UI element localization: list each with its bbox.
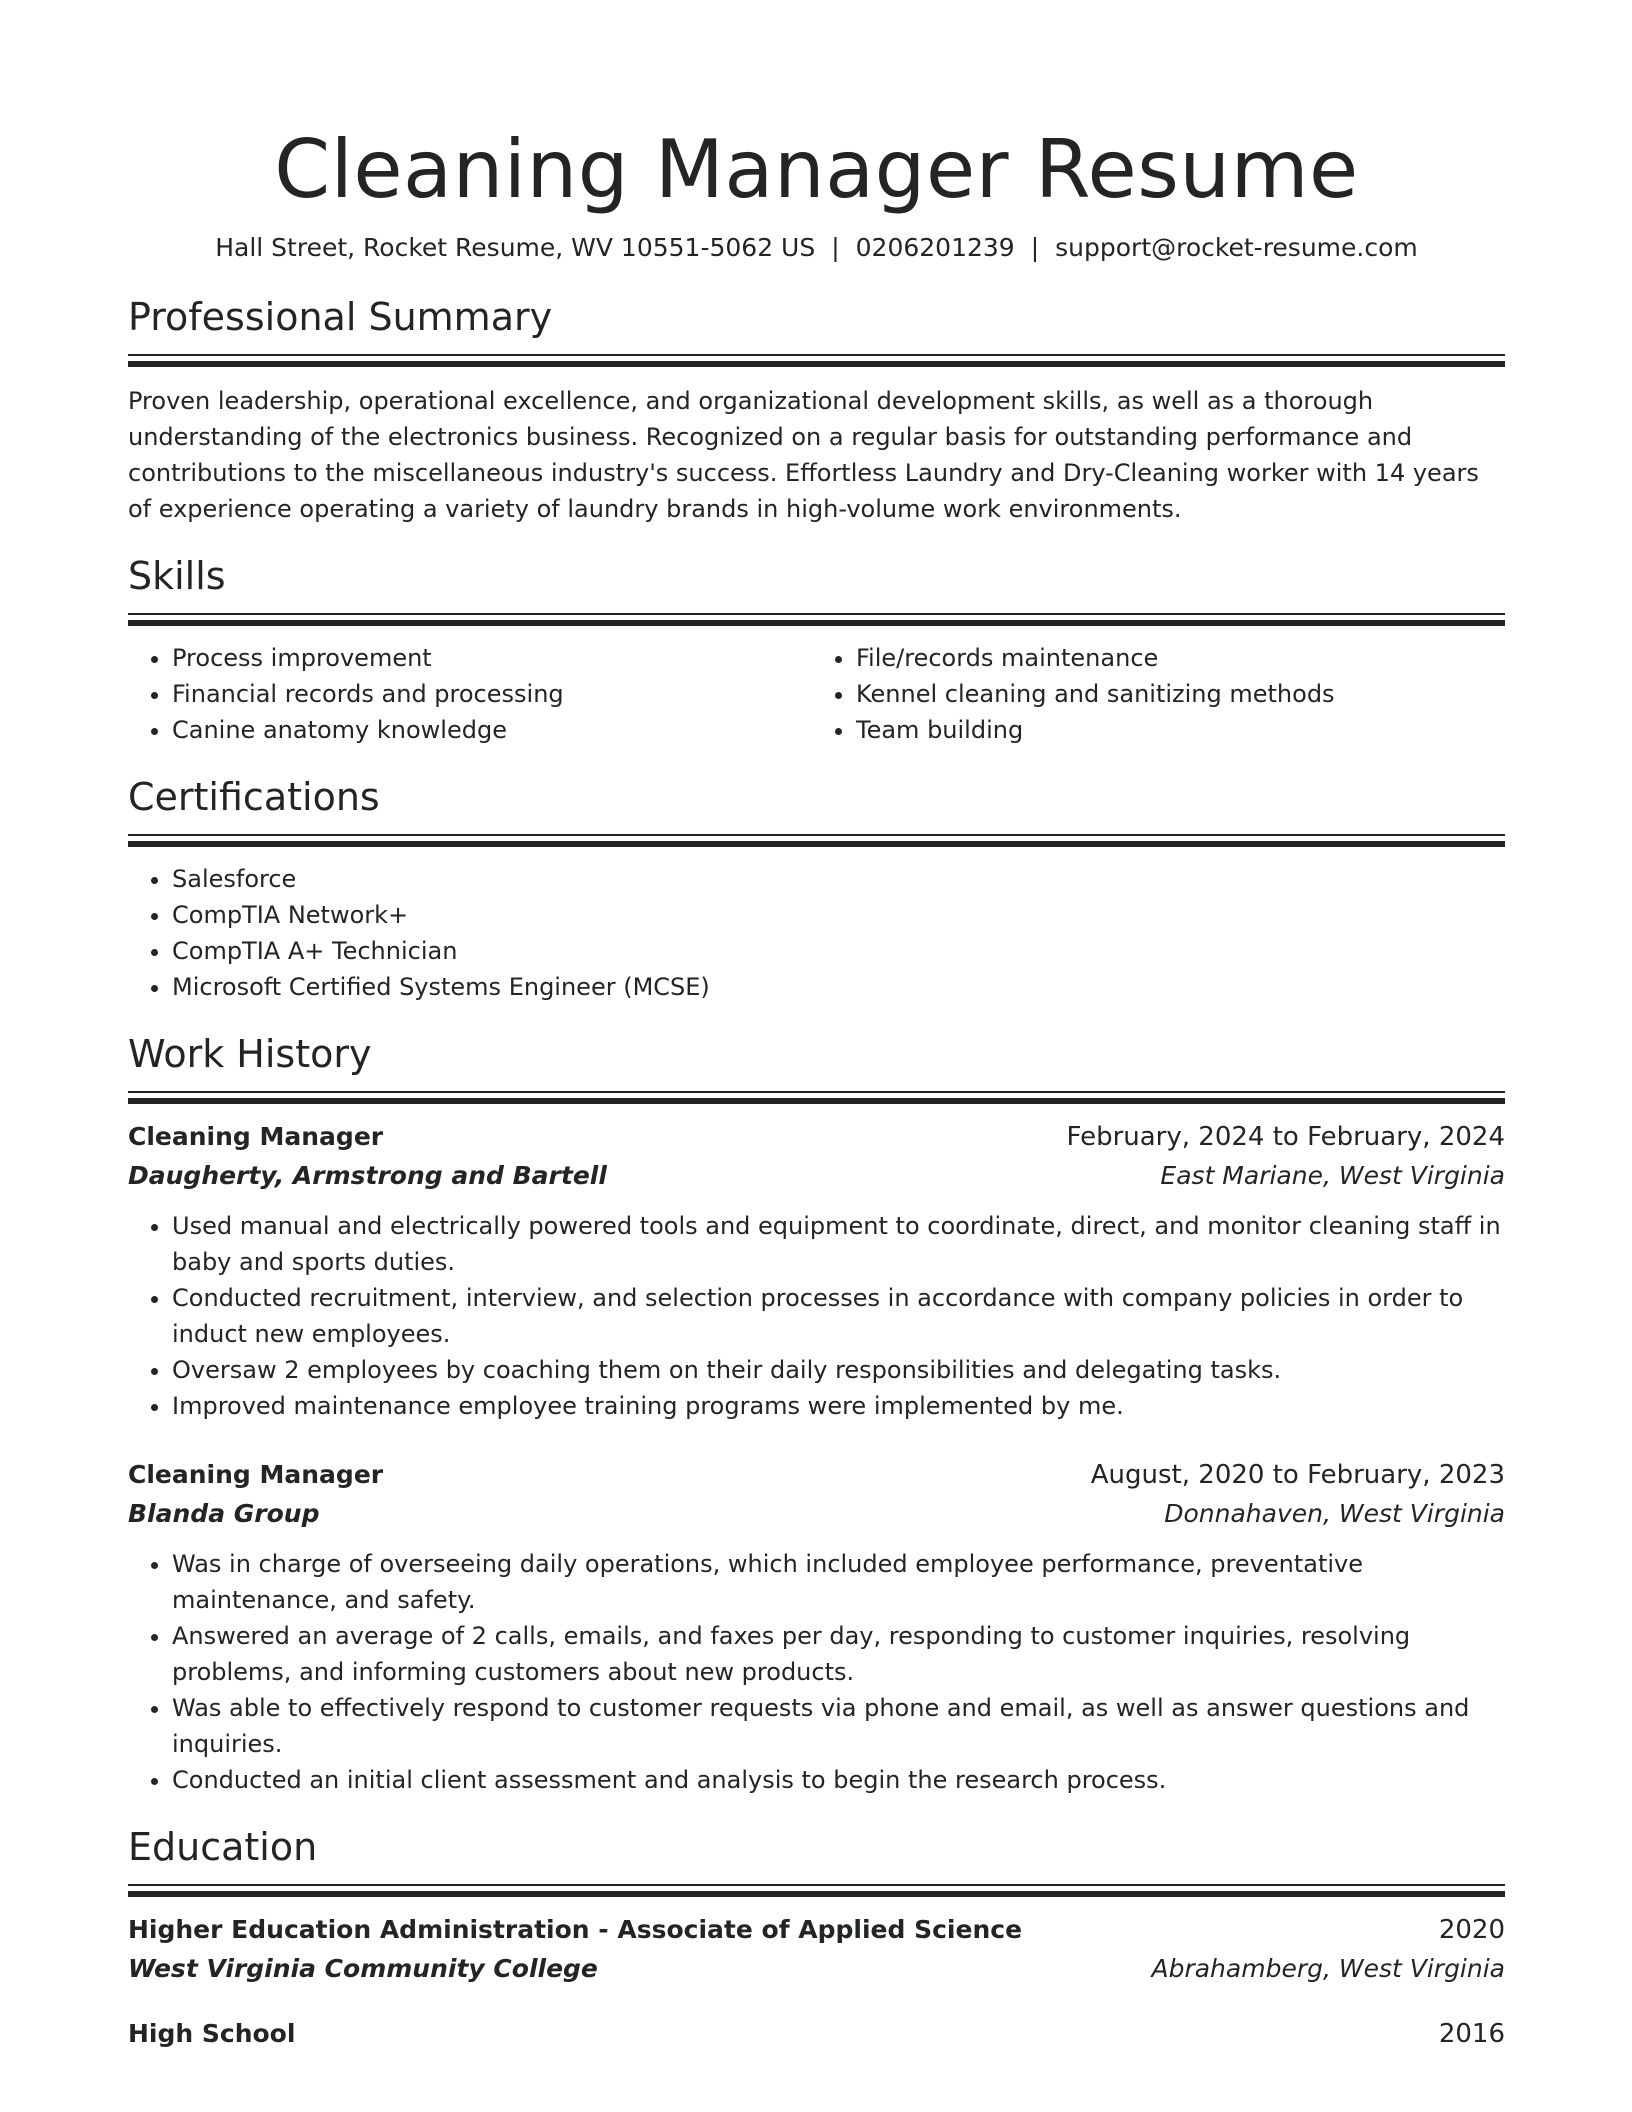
section-divider [128, 354, 1505, 367]
job-entry [128, 1118, 1505, 1424]
job-title: Cleaning Manager [128, 1122, 384, 1151]
duty-item: • Conducted recruitment, interview, and selection processes in accordance with company policies in order to induct new employees. [172, 1280, 1505, 1352]
duty-item: • Answered an average of 2 calls, emails, and faxes per day, responding to customer inquiries, resolving problems, and informing customers about new products. [172, 1618, 1505, 1690]
skill-item: • Kennel cleaning and sanitizing methods [856, 676, 1496, 712]
duty-item: • Was in charge of overseeing daily operations, which included employee performance, preventative maintenance, and safety. [172, 1546, 1505, 1618]
certification-item: • Microsoft Certified Systems Engineer (MCSE) [172, 969, 1505, 1005]
address: Hall Street, Rocket Resume, WV 10551-5062 US [215, 233, 816, 262]
job-duties [128, 1208, 1505, 1424]
job-dates: August, 2020 to February, 2023 [1090, 1460, 1505, 1490]
job-dates: February, 2024 to February, 2024 [1066, 1122, 1505, 1152]
education-entry [128, 1911, 1505, 1989]
job-entry [128, 1456, 1505, 1798]
skill-item: • Process improvement [172, 640, 812, 676]
separator: | [831, 233, 840, 262]
job-subheader [128, 1494, 1505, 1534]
section-divider [128, 1884, 1505, 1897]
skill-item: • Financial records and processing [172, 676, 812, 712]
certification-item: • Salesforce [172, 861, 1505, 897]
job-subheader [128, 1156, 1505, 1196]
duty-item: • Conducted an initial client assessment and analysis to begin the research process. [172, 1762, 1505, 1798]
school-location: Abrahamberg, West Virginia [1151, 1954, 1505, 1983]
school-name: West Virginia Community College [128, 1954, 598, 1983]
duty-item: • Oversaw 2 employees by coaching them on their daily responsibilities and delegating tasks. [172, 1352, 1505, 1388]
certifications-list [128, 861, 1505, 1005]
work-history-section [128, 1031, 1505, 1798]
section-title-certifications: Certifications [128, 775, 380, 819]
section-divider [128, 613, 1505, 626]
skill-item: • Team building [856, 712, 1496, 748]
education-section [128, 1824, 1505, 2053]
duty-item: • Improved maintenance employee training programs were implemented by me. [172, 1388, 1505, 1424]
contact-line [128, 232, 1505, 264]
section-title-skills: Skills [128, 554, 226, 598]
skills-column-right [812, 640, 1496, 748]
job-company: Blanda Group [128, 1499, 320, 1528]
degree: Higher Education Administration - Associate of Applied Science [128, 1915, 1023, 1944]
education-subheader [128, 1949, 1505, 1989]
skills-section [128, 553, 1505, 748]
duty-item: • Used manual and electrically powered tools and equipment to coordinate, direct, and monitor cleaning staff in baby and sports duties. [172, 1208, 1505, 1280]
section-title-education: Education [128, 1825, 318, 1869]
phone: 0206201239 [855, 233, 1015, 262]
skills-grid [128, 626, 1505, 748]
separator: | [1030, 233, 1040, 262]
certifications-section [128, 774, 1505, 1005]
email[interactable]: support@rocket-resume.com [1055, 233, 1418, 262]
education-header [128, 1911, 1505, 1949]
degree: High School [128, 2019, 296, 2048]
job-title: Cleaning Manager [128, 1460, 384, 1489]
job-company: Daugherty, Armstrong and Bartell [128, 1161, 607, 1190]
duty-item: • Was able to effectively respond to customer requests via phone and email, as well as answer questions and inquiries. [172, 1690, 1505, 1762]
graduation-year: 2016 [1438, 2019, 1505, 2049]
section-divider [128, 1091, 1505, 1104]
graduation-year: 2020 [1438, 1915, 1505, 1945]
certification-item: • CompTIA Network+ [172, 897, 1505, 933]
section-title-work-history: Work History [128, 1032, 372, 1076]
resume-page [128, 0, 1505, 2053]
skill-item: • File/records maintenance [856, 640, 1496, 676]
resume-title: Cleaning Manager Resume [274, 123, 1359, 216]
education-header [128, 2015, 1505, 2053]
job-duties [128, 1546, 1505, 1798]
summary-section [128, 294, 1505, 527]
skill-item: • Canine anatomy knowledge [172, 712, 812, 748]
section-divider [128, 834, 1505, 847]
summary-text: Proven leadership, operational excellence, and organizational development skills, as well as a thorough understanding of the electronics business. Recognized on a regular basis for outstanding performance and contributions to the miscellaneous industry's success. Effortless Laundry and Dry-Cleaning worker with 14 years of experience operating a variety of laundry brands in high-volume work environments. [128, 387, 1479, 523]
section-title-summary: Professional Summary [128, 295, 553, 339]
job-location: East Mariane, West Virginia [1160, 1161, 1505, 1190]
job-header [128, 1118, 1505, 1156]
education-entry [128, 2015, 1505, 2053]
job-location: Donnahaven, West Virginia [1164, 1499, 1505, 1528]
job-header [128, 1456, 1505, 1494]
certification-item: • CompTIA A+ Technician [172, 933, 1505, 969]
skills-column-left [128, 640, 812, 748]
